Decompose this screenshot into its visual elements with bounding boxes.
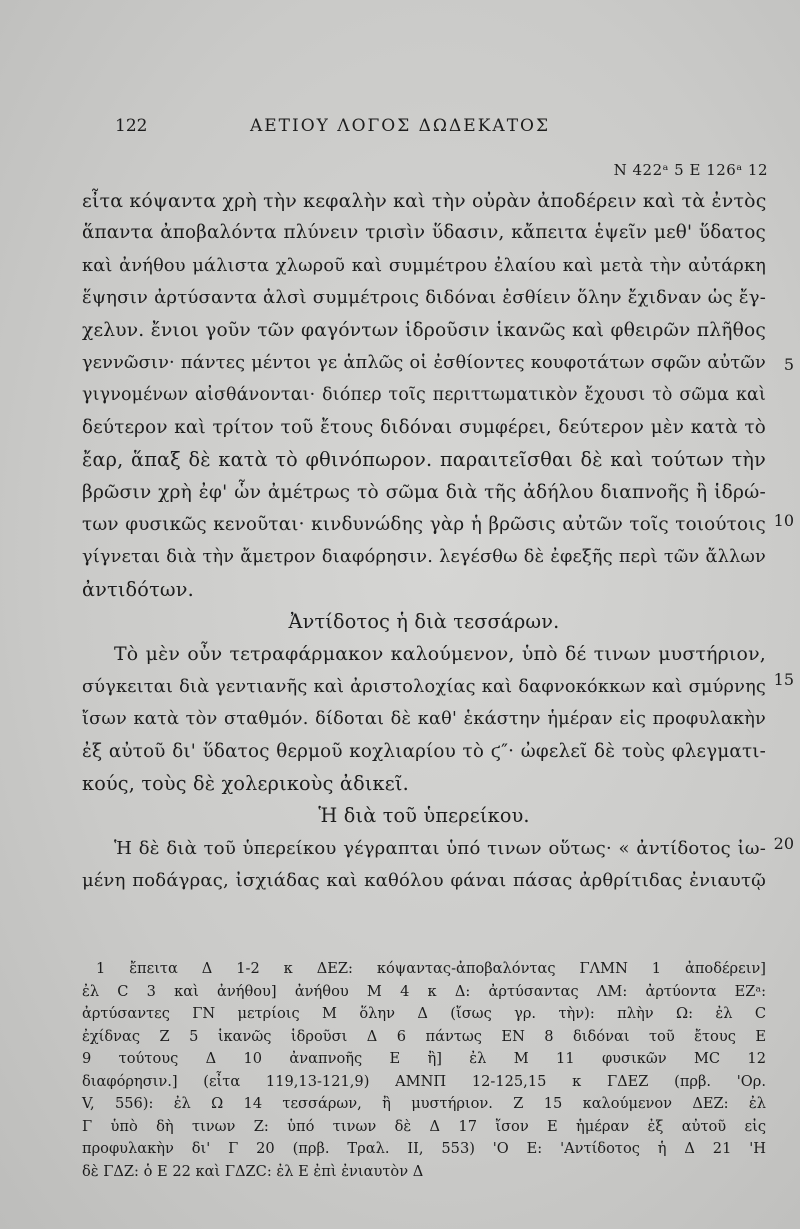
text-line: Τὸ μὲν οὖν τετραφάρμακον καλούμενον, ὑπὸ δέ τινων μυστήριον,: [114, 643, 766, 666]
apparatus-line: δὲ ΓΔΖ: ὁ Ε 22 καὶ ΓΔΖC: ἐλ Ε ἐπὶ ἐνιαυτὸν Δ: [82, 1162, 424, 1180]
text-line: Ἡ δὲ διὰ τοῦ ὑπερείκου γέγραπται ὑπό τινων οὕτως· « ἀντίδοτος ἰω-: [114, 837, 766, 859]
line-number: 20: [773, 834, 794, 853]
text-line: γιγνομένων αἰσθάνονται· διόπερ τοῖς περιττωματικὸν ἔχουσι τὸ σῶμα καὶ: [82, 385, 766, 406]
running-head: ΑΕΤΙΟΥ ΛΟΓΟΣ ΔΩΔΕΚΑΤΟΣ: [249, 116, 550, 136]
apparatus-line: Γ ὑπὸ δὴ τινων Ζ: ὑπό τινων δὲ Δ 17 ἴσον Ε ἡμέραν ἐξ αὐτοῦ εἰς: [82, 1117, 766, 1135]
apparatus-line: V, 556): ἐλ Ω 14 τεσσάρων, ἢ μυστήριον. Ζ 15 καλούμενον ΔΕΖ: ἐλ: [82, 1095, 766, 1112]
text-line: εἶτα κόψαντα χρὴ τὴν κεφαλὴν καὶ τὴν οὐρὰν ἀποδέρειν καὶ τὰ ἐντὸς: [82, 190, 767, 212]
text-line: βρῶσιν χρὴ ἐφ' ὧν ἀμέτρως τὸ σῶμα διὰ τῆς ἀδήλου διαπνοῆς ἢ ἱδρώ-: [82, 481, 766, 503]
line-number: 10: [773, 511, 794, 530]
apparatus-line: προφυλακὴν δι' Γ 20 (πρβ. Τραλ. ΙΙ, 553) 'Ο Ε: 'Αντίδοτος ἡ Δ 21 'Η: [82, 1140, 766, 1157]
text-line: ἕψησιν ἀρτύσαντα ἁλσὶ συμμέτροις διδόναι ἐσθίειν ὅλην ἔχιδναν ὡς ἔγ-: [82, 287, 766, 309]
apparatus-line: ἀρτύσαντες ΓΝ μετρίοις Μ ὅλην Δ (ἴσως γρ. τὴν): πλὴν Ω: ἐλ C: [82, 1005, 766, 1022]
page-number: 122: [115, 116, 148, 136]
text-line: ἐξ αὐτοῦ δι' ὕδατος θερμοῦ κοχλιαρίου τὸ ϛ″· ὠφελεῖ δὲ τοὺς φλεγματι-: [82, 740, 766, 762]
apparatus-line: ἐχίδνας Ζ 5 ἱκανῶς ἱδροῦσι Δ 6 πάντως ΕΝ 8 διδόναι τοῦ ἔτους Ε: [82, 1027, 766, 1045]
text-line: κούς, τοὺς δὲ χολερικοὺς ἀδικεῖ.: [82, 772, 409, 796]
text-line: χελυν. ἔνιοι γοῦν τῶν φαγόντων ἱδροῦσιν ἱκανῶς καὶ φθειρῶν πλῆθος: [82, 319, 766, 341]
section-heading: Ἡ διὰ τοῦ ὑπερείκου.: [318, 804, 530, 828]
text-line: δεύτερον καὶ τρίτον τοῦ ἔτους διδόναι συμφέρει, δεύτερον μὲν κατὰ τὸ: [82, 416, 766, 438]
critical-apparatus: [82, 958, 766, 1183]
text-line: ἴσων κατὰ τὸν σταθμόν. δίδοται δὲ καθ' ἑκάστην ἡμέραν εἰς προφυλακὴν: [82, 709, 766, 730]
text-line: μένη ποδάγρας, ἰσχιάδας καὶ καθόλου φάναι πάσας ἀρθρίτιδας ἐνιαυτῷ: [82, 870, 766, 892]
section-heading: Ἀντίδοτος ἡ διὰ τεσσάρων.: [288, 610, 560, 634]
text-line: των φυσικῶς κενοῦται· κινδυνώδης γὰρ ἡ βρῶσις αὐτῶν τοῖς τοιούτοις: [82, 513, 766, 535]
text-line: γίγνεται διὰ τὴν ἄμετρον διαφόρησιν. λεγέσθω δὲ ἐφεξῆς περὶ τῶν ἄλλων: [82, 547, 766, 568]
text-line: καὶ ἀνήθου μάλιστα χλωροῦ καὶ συμμέτρου ἐλαίου καὶ μετὰ τὴν αὐτάρκη: [82, 255, 766, 276]
text-line: ἀντιδότων.: [82, 577, 194, 601]
line-number: 15: [773, 670, 794, 689]
text-line: ἅπαντα ἀποβαλόντα πλύνειν τρισὶν ὕδασιν, κἄπειτα ἑψεῖν μεθ' ὕδατος: [82, 222, 766, 244]
apparatus-line: ἐλ C 3 καὶ ἀνήθου] ἀνήθου Μ 4 κ Δ: ἀρτύσαντας ΛΜ: ἀρτύοντα ΕΖᵃ:: [82, 982, 766, 1000]
text-line: ἔαρ, ἅπαξ δὲ κατὰ τὸ φθινόπωρον. παραιτεῖσθαι δὲ καὶ τούτων τὴν: [82, 448, 766, 472]
apparatus-line: 1 ἔπειτα Δ 1-2 κ ΔΕΖ: κόψαντας-ἀποβαλόντας ΓΛΜΝ 1 ἀποδέρειν]: [96, 960, 766, 977]
text-line: γεννῶσιν· πάντες μέντοι γε ἁπλῶς οἱ ἐσθίοντες κουφοτάτων σφῶν αὐτῶν: [82, 352, 766, 373]
apparatus-line: 9 τούτους Δ 10 ἀναπνοῆς Ε ἢ] ἐλ Μ 11 φυσικῶν ΜC 12: [82, 1050, 766, 1067]
line-number: 5: [783, 355, 794, 374]
apparatus-line: διαφόρησιν.] (εἶτα 119,13-121,9) ΑΜΝΠ 12-125,15 κ ΓΔΕΖ (πρβ. 'Ορ.: [82, 1072, 766, 1090]
main-text: [82, 185, 766, 898]
page-header: [0, 112, 800, 142]
text-line: σύγκειται διὰ γεντιανῆς καὶ ἀριστολοχίας καὶ δαφνοκόκκων καὶ σμύρνης: [82, 676, 766, 697]
manuscript-reference: N 422ᵃ 5 E 126ᵃ 12: [613, 161, 768, 179]
